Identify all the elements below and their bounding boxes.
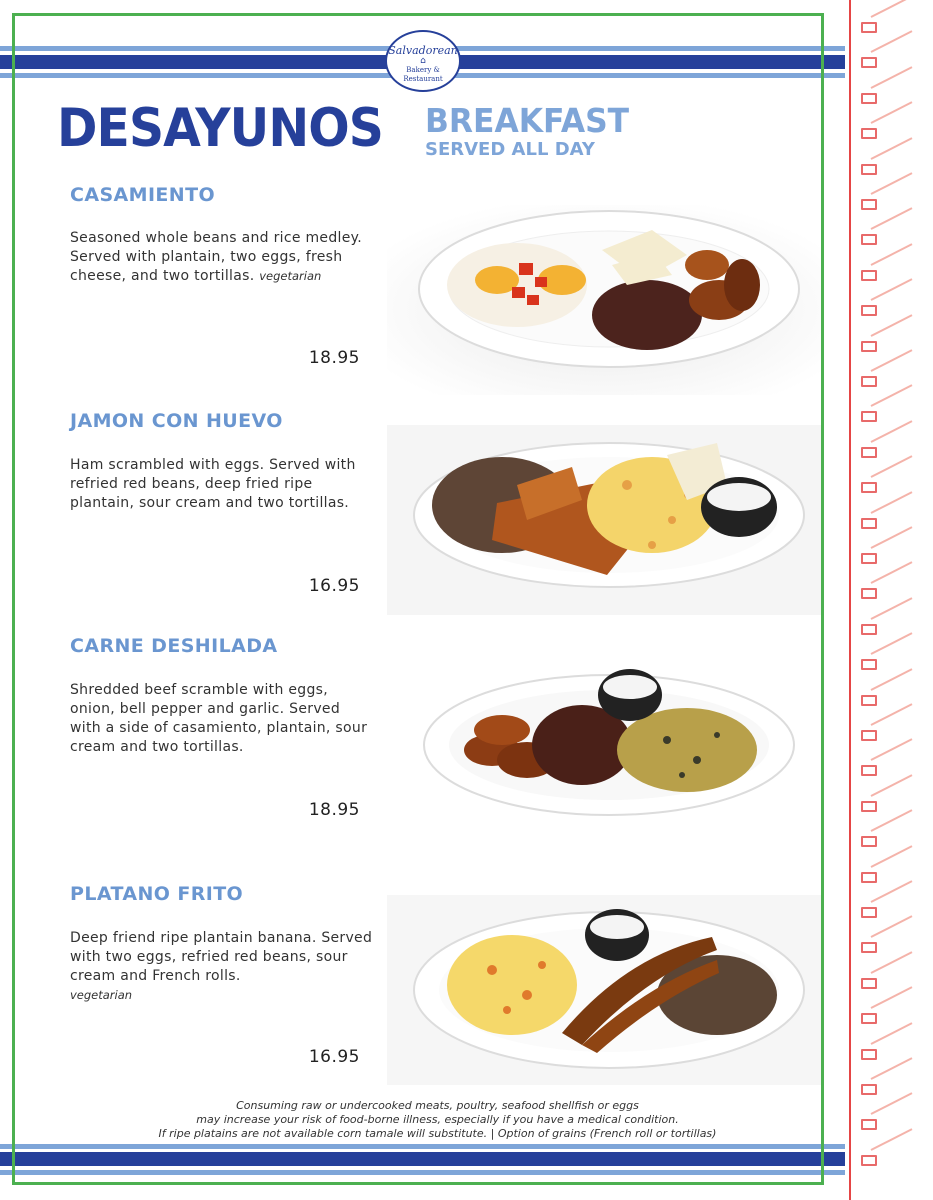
logo-name: Salvadorean	[388, 44, 458, 57]
dish-photo-jamon-con-huevo	[387, 425, 824, 615]
dish-description-text: Shredded beef scramble with eggs, onion, bell pepper and garlic. Served with a side of casamiento, plantain, sour cream and two tortillas.	[70, 682, 368, 755]
spiral-ring-icon	[861, 907, 877, 918]
spiral-ring-icon	[861, 695, 877, 706]
spiral-ring-icon	[861, 1049, 877, 1060]
disclaimer-line-3: If ripe platains are not available corn tamale will substitute. | Option of grains (French roll or tortillas)	[158, 1127, 717, 1140]
spiral-ring-icon	[861, 411, 877, 422]
dish-description	[70, 456, 375, 513]
spiral-ring-icon	[861, 1013, 877, 1024]
page-title: DESAYUNOS	[57, 98, 383, 159]
spiral-ring-icon	[861, 234, 877, 245]
food-safety-disclaimer	[80, 1099, 795, 1141]
spiral-ring-icon	[861, 588, 877, 599]
top-band-light-lower	[0, 73, 918, 78]
spiral-ring-icon	[861, 765, 877, 776]
dish-price: 18.95	[308, 348, 360, 368]
dish-description-text: Deep friend ripe plantain banana. Served with two eggs, refried red beans, sour cream and French rolls.	[70, 930, 373, 984]
disclaimer-line-2: may increase your risk of food-borne illness, especially if you have a medical condition.	[196, 1113, 679, 1126]
disclaimer-line-1: Consuming raw or undercooked meats, poultry, seafood shellfish or eggs	[236, 1099, 639, 1112]
dish-description-text: Ham scrambled with eggs. Served with refried red beans, deep fried ripe plantain, sour cream and two tortillas.	[70, 457, 356, 511]
spiral-ring-icon	[861, 1084, 877, 1095]
bottom-band-light-lower	[0, 1170, 918, 1175]
spiral-ring-icon	[861, 624, 877, 635]
dish-price: 16.95	[308, 1047, 360, 1067]
dish-price: 18.95	[308, 800, 360, 820]
spiral-ring-icon	[861, 978, 877, 989]
spiral-binding	[845, 0, 933, 1200]
spiral-ring-icon	[861, 376, 877, 387]
spiral-ring-icon	[861, 553, 877, 564]
spiral-ring-icon	[861, 1155, 877, 1166]
dish-price: 16.95	[308, 576, 360, 596]
binding-margin-line	[849, 0, 851, 1200]
spiral-ring-icon	[861, 164, 877, 175]
dish-name-casamiento: CASAMIENTO	[70, 184, 216, 206]
spiral-ring-icon	[861, 341, 877, 352]
dish-description	[70, 681, 375, 757]
spiral-ring-icon	[861, 447, 877, 458]
restaurant-logo	[385, 30, 461, 92]
dish-description-text: Seasoned whole beans and rice medley. Served with plantain, two eggs, fresh cheese, and two tortillas.	[70, 230, 362, 284]
page-subtitle: SERVED ALL DAY	[425, 139, 595, 160]
dish-photo-carne-deshilada	[387, 650, 824, 840]
spiral-ring-icon	[861, 22, 877, 33]
spiral-ring-icon	[861, 482, 877, 493]
spiral-ring-icon	[861, 93, 877, 104]
dietary-tag: vegetarian	[70, 988, 133, 1002]
dish-photo-casamiento	[387, 205, 824, 395]
spiral-ring-icon	[861, 801, 877, 812]
dish-name-carne-deshilada: CARNE DESHILADA	[70, 635, 278, 657]
spiral-ring-icon	[861, 199, 877, 210]
spiral-ring-icon	[861, 270, 877, 281]
dish-description	[70, 929, 375, 1005]
dietary-tag: vegetarian	[259, 269, 322, 283]
bottom-band-dark	[0, 1152, 918, 1166]
spiral-ring-icon	[861, 836, 877, 847]
logo-hat-icon: ⌂	[420, 56, 426, 66]
spiral-ring-icon	[861, 1119, 877, 1130]
spiral-ring-icon	[861, 518, 877, 529]
dish-name-jamon-con-huevo: JAMON CON HUEVO	[70, 410, 283, 432]
bottom-band-light	[0, 1144, 918, 1149]
spiral-ring-icon	[861, 730, 877, 741]
spiral-ring-icon	[861, 659, 877, 670]
dish-name-platano-frito: PLATANO FRITO	[70, 883, 244, 905]
spiral-ring-icon	[861, 57, 877, 68]
spiral-ring-icon	[861, 305, 877, 316]
dish-description	[70, 229, 375, 286]
dish-photo-platano-frito	[387, 895, 824, 1085]
logo-tagline: Bakery & Restaurant	[403, 66, 443, 83]
spiral-ring-icon	[861, 872, 877, 883]
spiral-ring-icon	[861, 128, 877, 139]
page-title-english: BREAKFAST	[425, 101, 630, 140]
spiral-ring-icon	[861, 942, 877, 953]
